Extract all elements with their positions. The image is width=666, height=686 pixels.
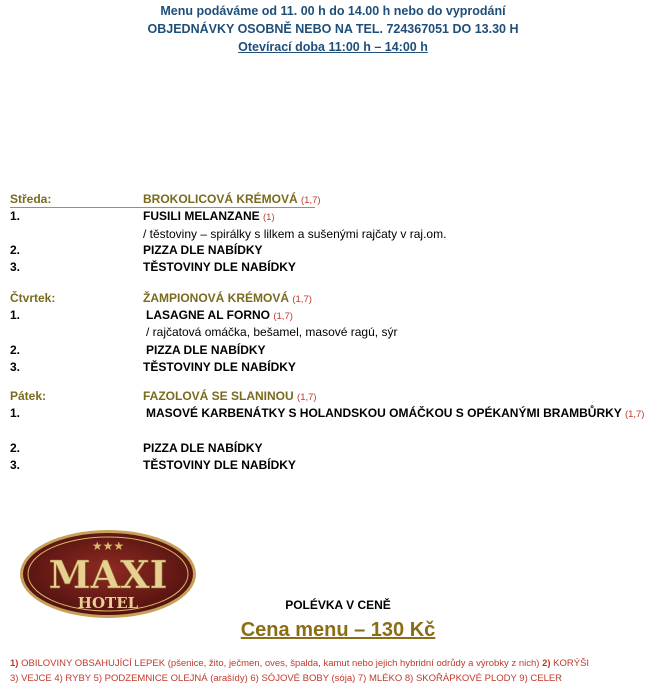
item-number: 1. <box>10 308 21 322</box>
day-friday-label: Pátek: <box>10 389 47 403</box>
item-number: 1. <box>10 406 21 420</box>
day-friday-soup: FAZOLOVÁ SE SLANINOU (1,7) <box>143 389 317 403</box>
header-serving-hours: Menu podáváme od 11. 00 h do 14.00 h nebo do vyprodání <box>160 4 506 18</box>
header-orders-phone: OBJEDNÁVKY OSOBNĚ NEBO NA TEL. 724367051 DO 13.30 H <box>147 22 519 36</box>
item-number: 1. <box>10 209 21 223</box>
logo-word-hotel: HOTEL <box>77 594 139 612</box>
day-thursday-label: Čtvrtek: <box>10 291 56 305</box>
item-number: 3. <box>10 458 21 472</box>
menu-item: MASOVÉ KARBENÁTKY S HOLANDSKOU OMÁČKOU S OPÉKANÝMI BRAMBŮRKY (1,7) <box>146 406 645 420</box>
day-wednesday-rule <box>10 207 315 208</box>
menu-item: TĚSTOVINY DLE NABÍDKY <box>143 360 296 374</box>
menu-item-description: / rajčatová omáčka, bešamel, masové ragú, sýr <box>146 325 398 339</box>
logo-stars: ★★★ <box>91 539 125 553</box>
item-number: 2. <box>10 441 21 455</box>
menu-header <box>0 2 666 56</box>
soup-included-note: POLÉVKA V CENĚ <box>285 598 391 612</box>
menu-item: FUSILI MELANZANE (1) <box>143 209 275 223</box>
menu-item: TĚSTOVINY DLE NABÍDKY <box>143 458 296 472</box>
header-opening-hours: Otevírací doba 11:00 h – 14:00 h <box>238 40 428 54</box>
item-number: 2. <box>10 243 21 257</box>
menu-item: PIZZA DLE NABÍDKY <box>146 343 266 357</box>
menu-item: PIZZA DLE NABÍDKY <box>143 441 263 455</box>
day-wednesday-soup: BROKOLICOVÁ KRÉMOVÁ (1,7) <box>143 192 321 206</box>
day-wednesday-label: Středa: <box>10 192 52 206</box>
item-number: 2. <box>10 343 21 357</box>
menu-price: Cena menu – 130 Kč <box>240 619 436 641</box>
menu-item-description: / těstoviny – spirálky s lilkem a sušenými rajčaty v raj.om. <box>143 227 447 241</box>
day-thursday-soup: ŽAMPIONOVÁ KRÉMOVÁ (1,7) <box>143 291 312 305</box>
menu-item: LASAGNE AL FORNO (1,7) <box>146 308 293 322</box>
logo-word-maxi: MAXI <box>48 552 168 597</box>
allergen-legend: 1) OBILOVINY OBSAHUJÍCÍ LEPEK (pšenice, žito, ječmen, oves, špalda, kamut nebo jejich hybridní odrůdy a výrobky z nich) 2) KORÝŠI 3) VEJCE 4) RYBY 5) PODZEMNICE OLEJNÁ (arašídy) 6) SÓJOVÉ BOBY (sója) 7) MLÉKO 8) SKOŘÁPKOVÉ PLODY 9) CELER <box>10 658 590 684</box>
item-number: 3. <box>10 260 21 274</box>
menu-item: TĚSTOVINY DLE NABÍDKY <box>143 260 296 274</box>
item-number: 3. <box>10 360 21 374</box>
menu-item: PIZZA DLE NABÍDKY <box>143 243 263 257</box>
